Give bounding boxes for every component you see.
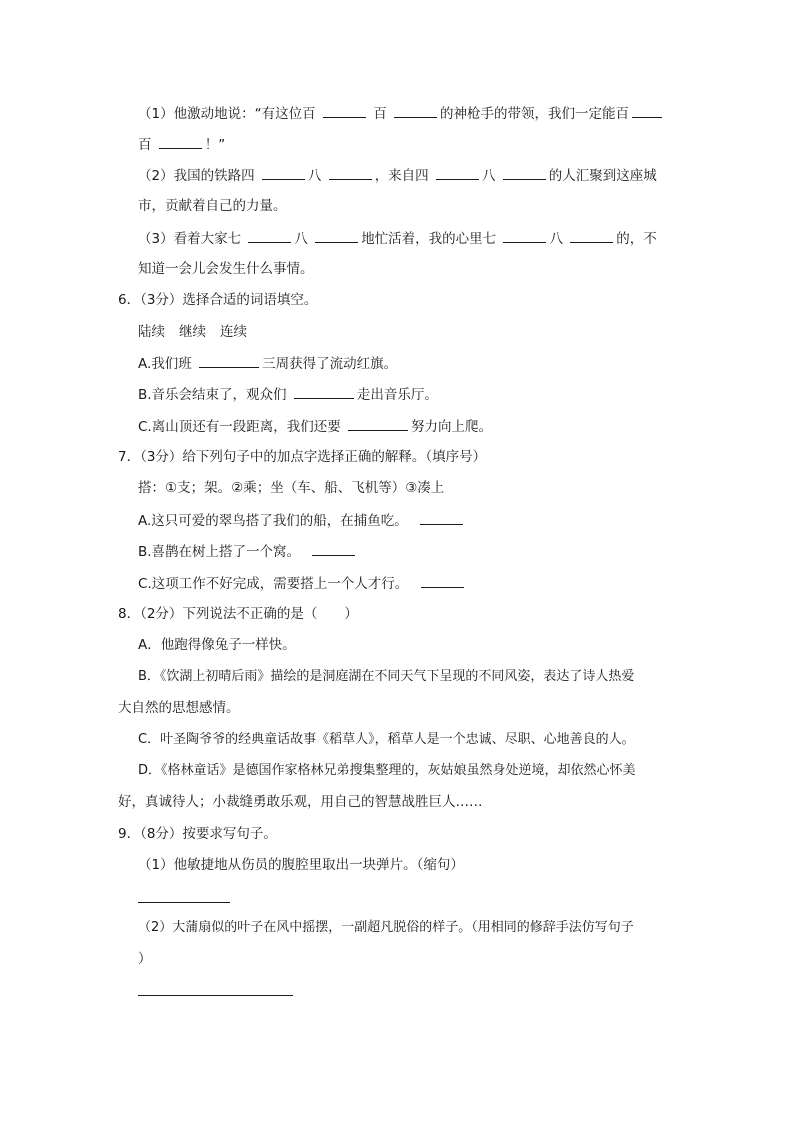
q6-word-1: 陆续	[138, 324, 165, 340]
q5-sentence-2-line-1	[138, 165, 657, 186]
q5-sentence-1-line-1	[138, 103, 662, 124]
q5-sentence-1-line-2	[138, 134, 225, 155]
q5-s1-text-a: （1）他激动地说：“有这位百	[138, 106, 316, 122]
q5-s1-blank-2[interactable]	[394, 103, 437, 118]
q5-s2-blank-3[interactable]	[436, 165, 479, 180]
q7-title: 7．（3分）给下列句子中的加点字选择正确的解释。（填序号）	[118, 449, 487, 465]
q8-title: 8．（2分）下列说法不正确的是（ ）	[118, 606, 358, 622]
q7-c-blank[interactable]	[421, 573, 464, 588]
q7-a-blank[interactable]	[420, 510, 463, 525]
q8-option-d-line-2: 好，真诚待人；小裁缝勇敢乐观，用自己的智慧战胜巨人……	[118, 794, 483, 810]
q6-title: 6．（3分）选择合适的词语填空。	[118, 292, 318, 308]
q5-s2-text-f: 市，贡献着自己的力量。	[138, 198, 287, 214]
q7-meanings: 搭：①支；架。②乘；坐（车、船、飞机等）③凑上	[138, 480, 445, 496]
q7-b-text: B.喜鹊在树上搭了一个窝。	[138, 544, 301, 560]
q6-c-text-pre: C.离山顶还有一段距离，我们还要	[138, 419, 341, 435]
q5-s3-blank-3[interactable]	[503, 228, 546, 243]
q5-s2-blank-2[interactable]	[329, 165, 372, 180]
q6-a-blank[interactable]	[199, 353, 259, 368]
q5-s2-text-d: 八	[481, 168, 496, 184]
q6-option-a	[138, 353, 397, 374]
q6-b-text-pre: B.音乐会结束了，观众们	[138, 387, 287, 403]
q5-s1-text-e: ！”	[204, 137, 226, 153]
q6-c-text-post: 努力向上爬。	[411, 419, 493, 435]
q5-s1-text-c: 的神枪手的带领，我们一定能百	[439, 106, 629, 122]
q9-answer-line-1[interactable]	[138, 902, 230, 903]
q5-sentence-3-line-1	[138, 228, 657, 249]
q5-s2-blank-4[interactable]	[503, 165, 546, 180]
q8-option-b-line-2: 大自然的思想感情。	[118, 700, 240, 716]
q5-s2-text-e: 的人汇聚到这座城	[548, 168, 657, 184]
q9-title: 9．（8分）按要求写句子。	[118, 826, 277, 842]
q5-s3-blank-4[interactable]	[570, 228, 613, 243]
q5-s2-blank-1[interactable]	[262, 165, 305, 180]
q5-s3-text-d: 八	[549, 231, 563, 247]
q5-s3-blank-2[interactable]	[315, 228, 358, 243]
q8-option-a: A．他跑得像兔子一样快。	[138, 637, 296, 653]
q7-c-text: C.这项工作不好完成，需要搭上一个人才行。	[138, 576, 409, 592]
q7-option-a	[138, 510, 466, 531]
q5-s2-text-a: （2）我国的铁路四	[138, 168, 255, 184]
q5-s2-text-b: 八	[307, 168, 322, 184]
q8-option-b-line-1: B．《饮湖上初晴后雨》描绘的是洞庭湖在不同天气下呈现的不同风姿，表达了诗人热爱	[138, 669, 635, 684]
q5-s1-blank-4[interactable]	[159, 134, 202, 149]
q5-sentence-2-line-2	[138, 196, 287, 216]
q6-option-c	[138, 416, 492, 437]
q6-word-bank	[138, 322, 247, 342]
q9-answer-line-2[interactable]	[138, 995, 293, 996]
q9-sentence-2-line-1: （2）大蒲扇似的叶子在风中摇摆，一副超凡脱俗的样子。（用相同的修辞手法仿写句子	[138, 920, 634, 935]
q5-s1-text-d: 百	[138, 137, 152, 153]
q5-s3-text-f: 知道一会儿会发生什么事情。	[138, 261, 314, 277]
q6-option-b	[138, 384, 438, 405]
q5-s3-text-c: 地忙活着，我的心里七	[361, 231, 497, 247]
q6-c-blank[interactable]	[348, 416, 408, 431]
q5-s3-text-b: 八	[294, 231, 308, 247]
q5-s1-blank-1[interactable]	[323, 103, 366, 118]
q6-word-2: 继续	[179, 324, 206, 340]
q7-b-blank[interactable]	[312, 541, 355, 556]
q6-b-text-post: 走出音乐厅。	[356, 387, 438, 403]
q6-word-3: 连续	[220, 324, 247, 340]
q5-s3-blank-1[interactable]	[248, 228, 291, 243]
q5-s1-text-b: 百	[373, 106, 387, 122]
q5-s1-blank-3[interactable]	[632, 103, 662, 118]
q5-s2-text-c: ，来自四	[374, 168, 429, 184]
q5-sentence-3-line-2	[138, 259, 314, 279]
q5-s3-text-a: （3）看着大家七	[138, 231, 242, 247]
q9-sentence-1: （1）他敏捷地从伤员的腹腔里取出一块弹片。（缩句）	[138, 857, 464, 873]
q8-option-d-line-1: D．《格林童话》是德国作家格林兄弟搜集整理的，灰姑娘虽然身处逆境，却依然心怀美	[138, 763, 636, 778]
q7-option-c	[138, 573, 467, 594]
q6-a-text-post: 三周获得了流动红旗。	[262, 356, 398, 372]
q6-a-text-pre: A.我们班	[138, 356, 192, 372]
q5-s3-text-e: 的，不	[616, 231, 657, 247]
q7-a-text: A.这只可爱的翠鸟搭了我们的船，在捕鱼吃。	[138, 513, 408, 529]
q9-sentence-2-line-2: ）	[138, 951, 152, 967]
q8-option-c: C．叶圣陶爷爷的经典童话故事《稻草人》，稻草人是一个忠诚、尽职、心地善良的人。	[138, 732, 635, 747]
q7-option-b	[138, 541, 358, 562]
q6-b-blank[interactable]	[294, 384, 354, 399]
